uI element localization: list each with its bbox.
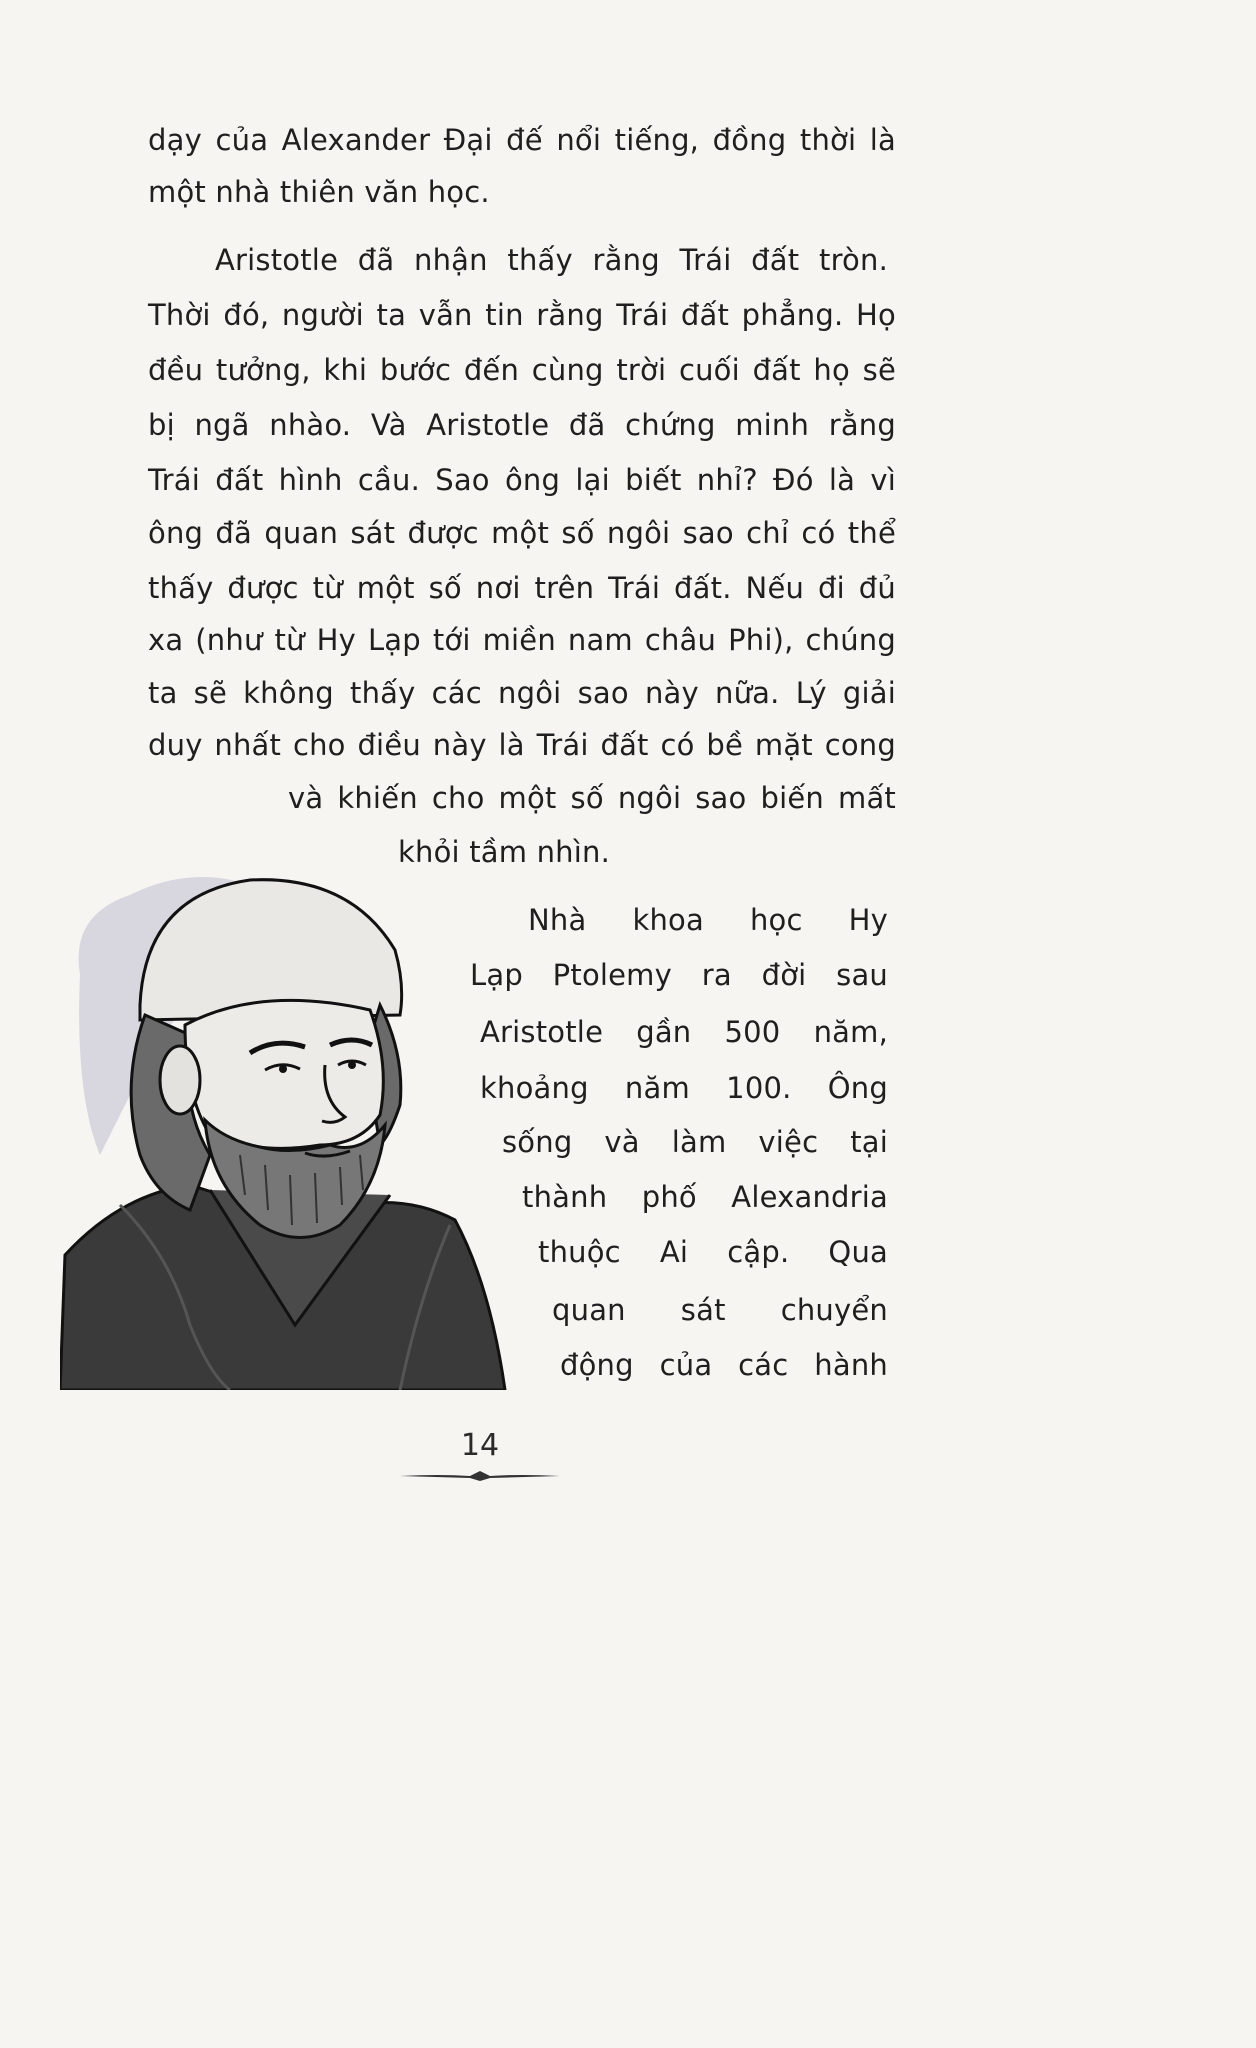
- text-line-2: một nhà thiên văn học.: [148, 175, 490, 209]
- text-line-3: Aristotle đã nhận thấy rằng Trái đất tròn.: [215, 243, 888, 277]
- text-line-12: duy nhất cho điều này là Trái đất có bề mặt cong: [148, 728, 896, 762]
- text-line-17: Aristotle gần 500 năm,: [480, 1015, 888, 1049]
- text-line-19: sống và làm việc tại: [502, 1125, 888, 1159]
- text-line-9: thấy được từ một số nơi trên Trái đất. Nếu đi đủ: [148, 571, 896, 605]
- text-line-18: khoảng năm 100. Ông: [480, 1071, 888, 1105]
- text-line-15: Nhà khoa học Hy: [528, 903, 888, 937]
- text-line-6: bị ngã nhào. Và Aristotle đã chứng minh rằng: [148, 408, 896, 442]
- text-line-4: Thời đó, người ta vẫn tin rằng Trái đất phẳng. Họ: [148, 298, 896, 332]
- text-line-1: dạy của Alexander Đại đế nổi tiếng, đồng thời là: [148, 123, 896, 157]
- page-number-ornament: [400, 1468, 560, 1484]
- text-line-8: ông đã quan sát được một số ngôi sao chỉ có thể: [148, 516, 896, 550]
- text-line-23: động của các hành: [560, 1348, 888, 1382]
- text-line-20: thành phố Alexandria: [522, 1180, 888, 1214]
- text-line-14: khỏi tầm nhìn.: [398, 835, 611, 869]
- text-line-13: và khiến cho một số ngôi sao biến mất: [288, 781, 896, 815]
- text-line-21: thuộc Ai cập. Qua: [538, 1235, 888, 1269]
- text-line-16: Lạp Ptolemy ra đời sau: [470, 958, 888, 992]
- ptolemy-portrait: [60, 855, 510, 1390]
- page-number: 14: [460, 1428, 500, 1463]
- text-line-7: Trái đất hình cầu. Sao ông lại biết nhỉ? Đó là vì: [148, 463, 896, 497]
- text-line-10: xa (như từ Hy Lạp tới miền nam châu Phi), chúng: [148, 623, 896, 657]
- text-line-22: quan sát chuyển: [552, 1293, 888, 1327]
- text-line-11: ta sẽ không thấy các ngôi sao này nữa. Lý giải: [148, 676, 896, 710]
- text-line-5: đều tưởng, khi bước đến cùng trời cuối đất họ sẽ: [148, 353, 896, 387]
